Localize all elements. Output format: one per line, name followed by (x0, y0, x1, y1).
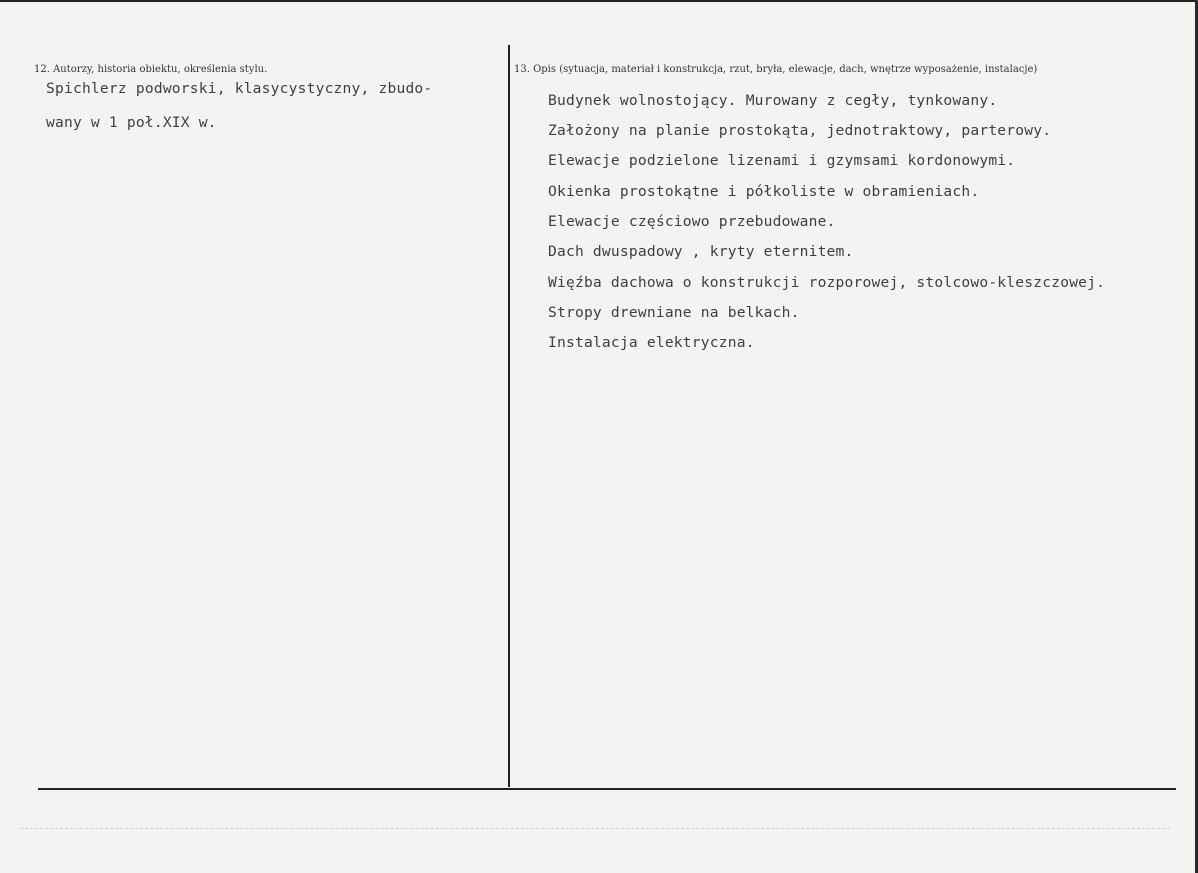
section-13-line: Dach dwuspadowy , kryty eternitem. (548, 243, 854, 260)
section-12-heading: 12. Autorzy, historia obiektu, określenia stylu. (34, 64, 268, 75)
section-13-line: Elewacje częściowo przebudowane. (548, 213, 836, 230)
page-top-border (0, 0, 1198, 2)
section-13-line: Elewacje podzielone lizenami i gzymsami kordonowymi. (548, 152, 1016, 169)
section-13-line: Więźba dachowa o konstrukcji rozporowej, stolcowo-kleszczowej. (548, 274, 1106, 291)
section-13-line: Założony na planie prostokąta, jednotraktowy, parterowy. (548, 122, 1052, 139)
section-13-line: Instalacja elektryczna. (548, 334, 755, 351)
section-12-line: Spichlerz podworski, klasycystyczny, zbudo- (46, 80, 433, 97)
bottom-rule (38, 788, 1176, 790)
section-13-line: Budynek wolnostojący. Murowany z cegły, tynkowany. (548, 92, 998, 109)
column-divider (508, 45, 510, 787)
faint-dashed-rule (20, 828, 1170, 830)
section-12-line: wany w 1 poł.XIX w. (46, 114, 217, 131)
section-13-line: Okienka prostokątne i półkoliste w obramieniach. (548, 183, 980, 200)
section-13-line: Stropy drewniane na belkach. (548, 304, 800, 321)
section-13-heading: 13. Opis (sytuacja, materiał i konstrukcja, rzut, bryła, elewacje, dach, wnętrze wyposażenie, instalacje) (514, 64, 1038, 75)
